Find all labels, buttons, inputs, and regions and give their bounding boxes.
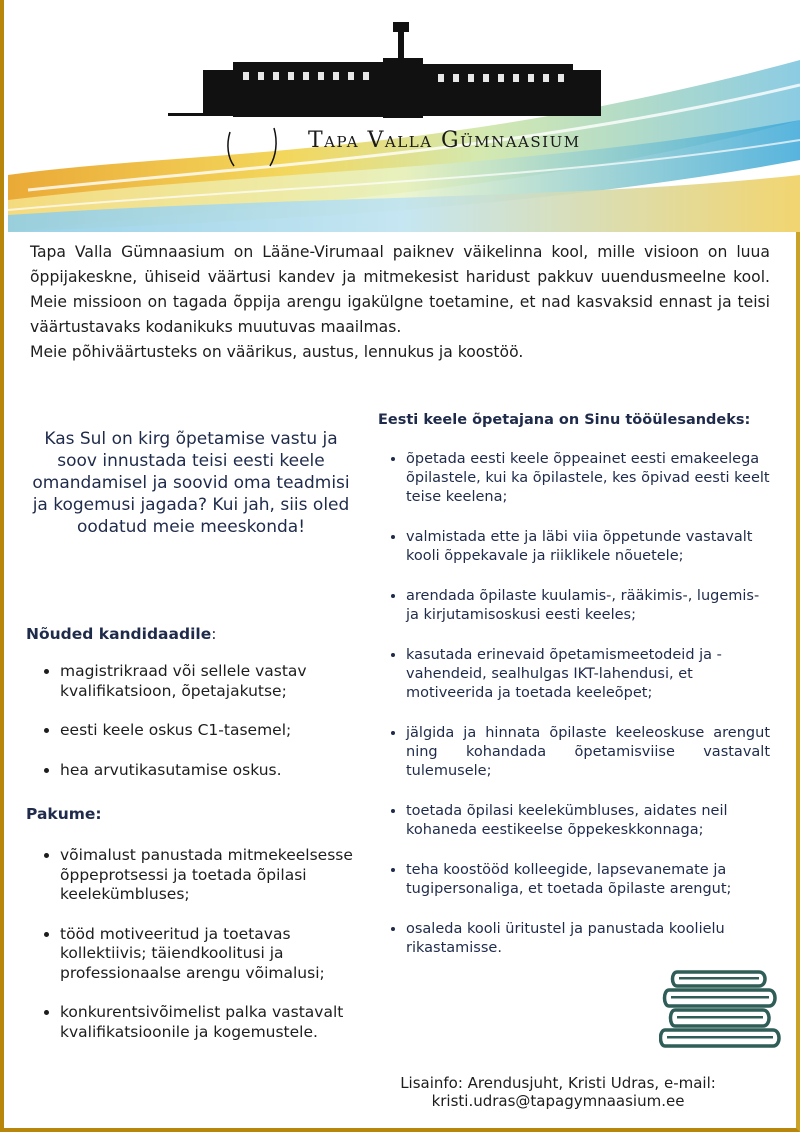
right-column bbox=[378, 412, 770, 979]
requirements-heading bbox=[26, 624, 216, 643]
requirements-list bbox=[26, 662, 376, 800]
contact-line: Lisainfo: Arendusjuht, Kristi Udras, e-mail: bbox=[400, 1074, 716, 1092]
list-item: • jälgida ja hinnata õpilaste keeleoskuse arengut ning kohandada õpetamisviise vastavalt tulemusele; bbox=[406, 724, 770, 781]
banner-swoosh bbox=[8, 0, 800, 232]
offer-heading bbox=[26, 804, 102, 823]
list-item: • kasutada erinevaid õpetamismeetodeid ja -vahendeid, sealhulgas IKT-lahendusi, et motiveerida ja toetada keeleõpet; bbox=[406, 646, 770, 703]
requirements-title: Nõuded kandidaadile bbox=[26, 625, 212, 643]
contact-email[interactable]: kristi.udras@tapagymnaasium.ee bbox=[431, 1092, 685, 1110]
duties-list bbox=[378, 450, 770, 958]
list-item: • eesti keele oskus C1-tasemel; bbox=[60, 721, 376, 741]
list-item: • õpetada eesti keele õppeainet eesti emakeelega õpilastele, kui ka õpilastele, kes õpivad eesti keelt teise keelena; bbox=[406, 450, 770, 507]
list-item: • konkurentsivõimelist palka vastavalt kvalifikatsioonile ja kogemustele. bbox=[60, 1003, 381, 1042]
school-name: Tapa Valla Gümnaasium bbox=[308, 128, 581, 153]
header-banner bbox=[8, 0, 800, 232]
list-item: • teha koostööd kolleegide, lapsevanemate ja tugipersonaliga, et toetada õpilaste arengut; bbox=[406, 861, 770, 899]
duties-title: Eesti keele õpetajana on Sinu tööülesandeks: bbox=[378, 412, 751, 428]
school-building-logo bbox=[168, 22, 601, 118]
requirements-colon: : bbox=[211, 625, 217, 643]
list-item: • tööd motiveeritud ja toetavas kollektiivis; täiendkoolitusi ja professionaalse arengu võimalusi; bbox=[60, 925, 381, 984]
list-item: • magistrikraad või sellele vastav kvalifikatsioon, õpetajakutse; bbox=[60, 662, 376, 701]
list-item: • hea arvutikasutamise oskus. bbox=[60, 761, 376, 781]
list-item: • valmistada ette ja läbi viia õppetunde vastavalt kooli õppekavale ja riiklikele nõuetele; bbox=[406, 528, 770, 566]
list-item: • arendada õpilaste kuulamis-, rääkimis-, lugemis- ja kirjutamisoskusi eesti keeles; bbox=[406, 587, 770, 625]
books-stack-icon bbox=[659, 968, 784, 1054]
left-column bbox=[26, 428, 376, 538]
offer-list bbox=[26, 846, 381, 1062]
intro-values: Meie põhiväärtusteks on väärikus, austus, lennukus ja koostöö. bbox=[30, 343, 524, 361]
call-to-action: Kas Sul on kirg õpetamise vastu ja soov innustada teisi eesti keele omandamisel ja soovid oma teadmisi ja kogemusi jagada? Kui jah, siis oled oodatud meie meeskonda! bbox=[32, 429, 350, 537]
list-item: • võimalust panustada mitmekeelsesse õppeprotsessi ja toetada õpilasi keelekümbluses; bbox=[60, 846, 381, 905]
list-item: • toetada õpilasi keelekümbluses, aidates neil kohaneda eestikeelse õppekeskkonnaga; bbox=[406, 802, 770, 840]
contact-info bbox=[378, 1074, 738, 1110]
intro-text bbox=[30, 240, 770, 365]
intro-paragraph: Tapa Valla Gümnaasium on Lääne-Virumaal paiknev väikelinna kool, mille visioon on luua õppijakeskne, ühiseid väärtusi kandev ja mitmekesist haridust pakkuv uuendusmeelne kool. Meie missioon on tagada õppija arengu igakülgne toetamine, et nad kasvaksid ennast ja teisi väärtustavaks kodanikuks muutuvas maailmas. bbox=[30, 243, 770, 336]
list-item: • osaleda kooli üritustel ja panustada koolielu rikastamisse. bbox=[406, 920, 770, 958]
offer-title: Pakume: bbox=[26, 805, 102, 823]
